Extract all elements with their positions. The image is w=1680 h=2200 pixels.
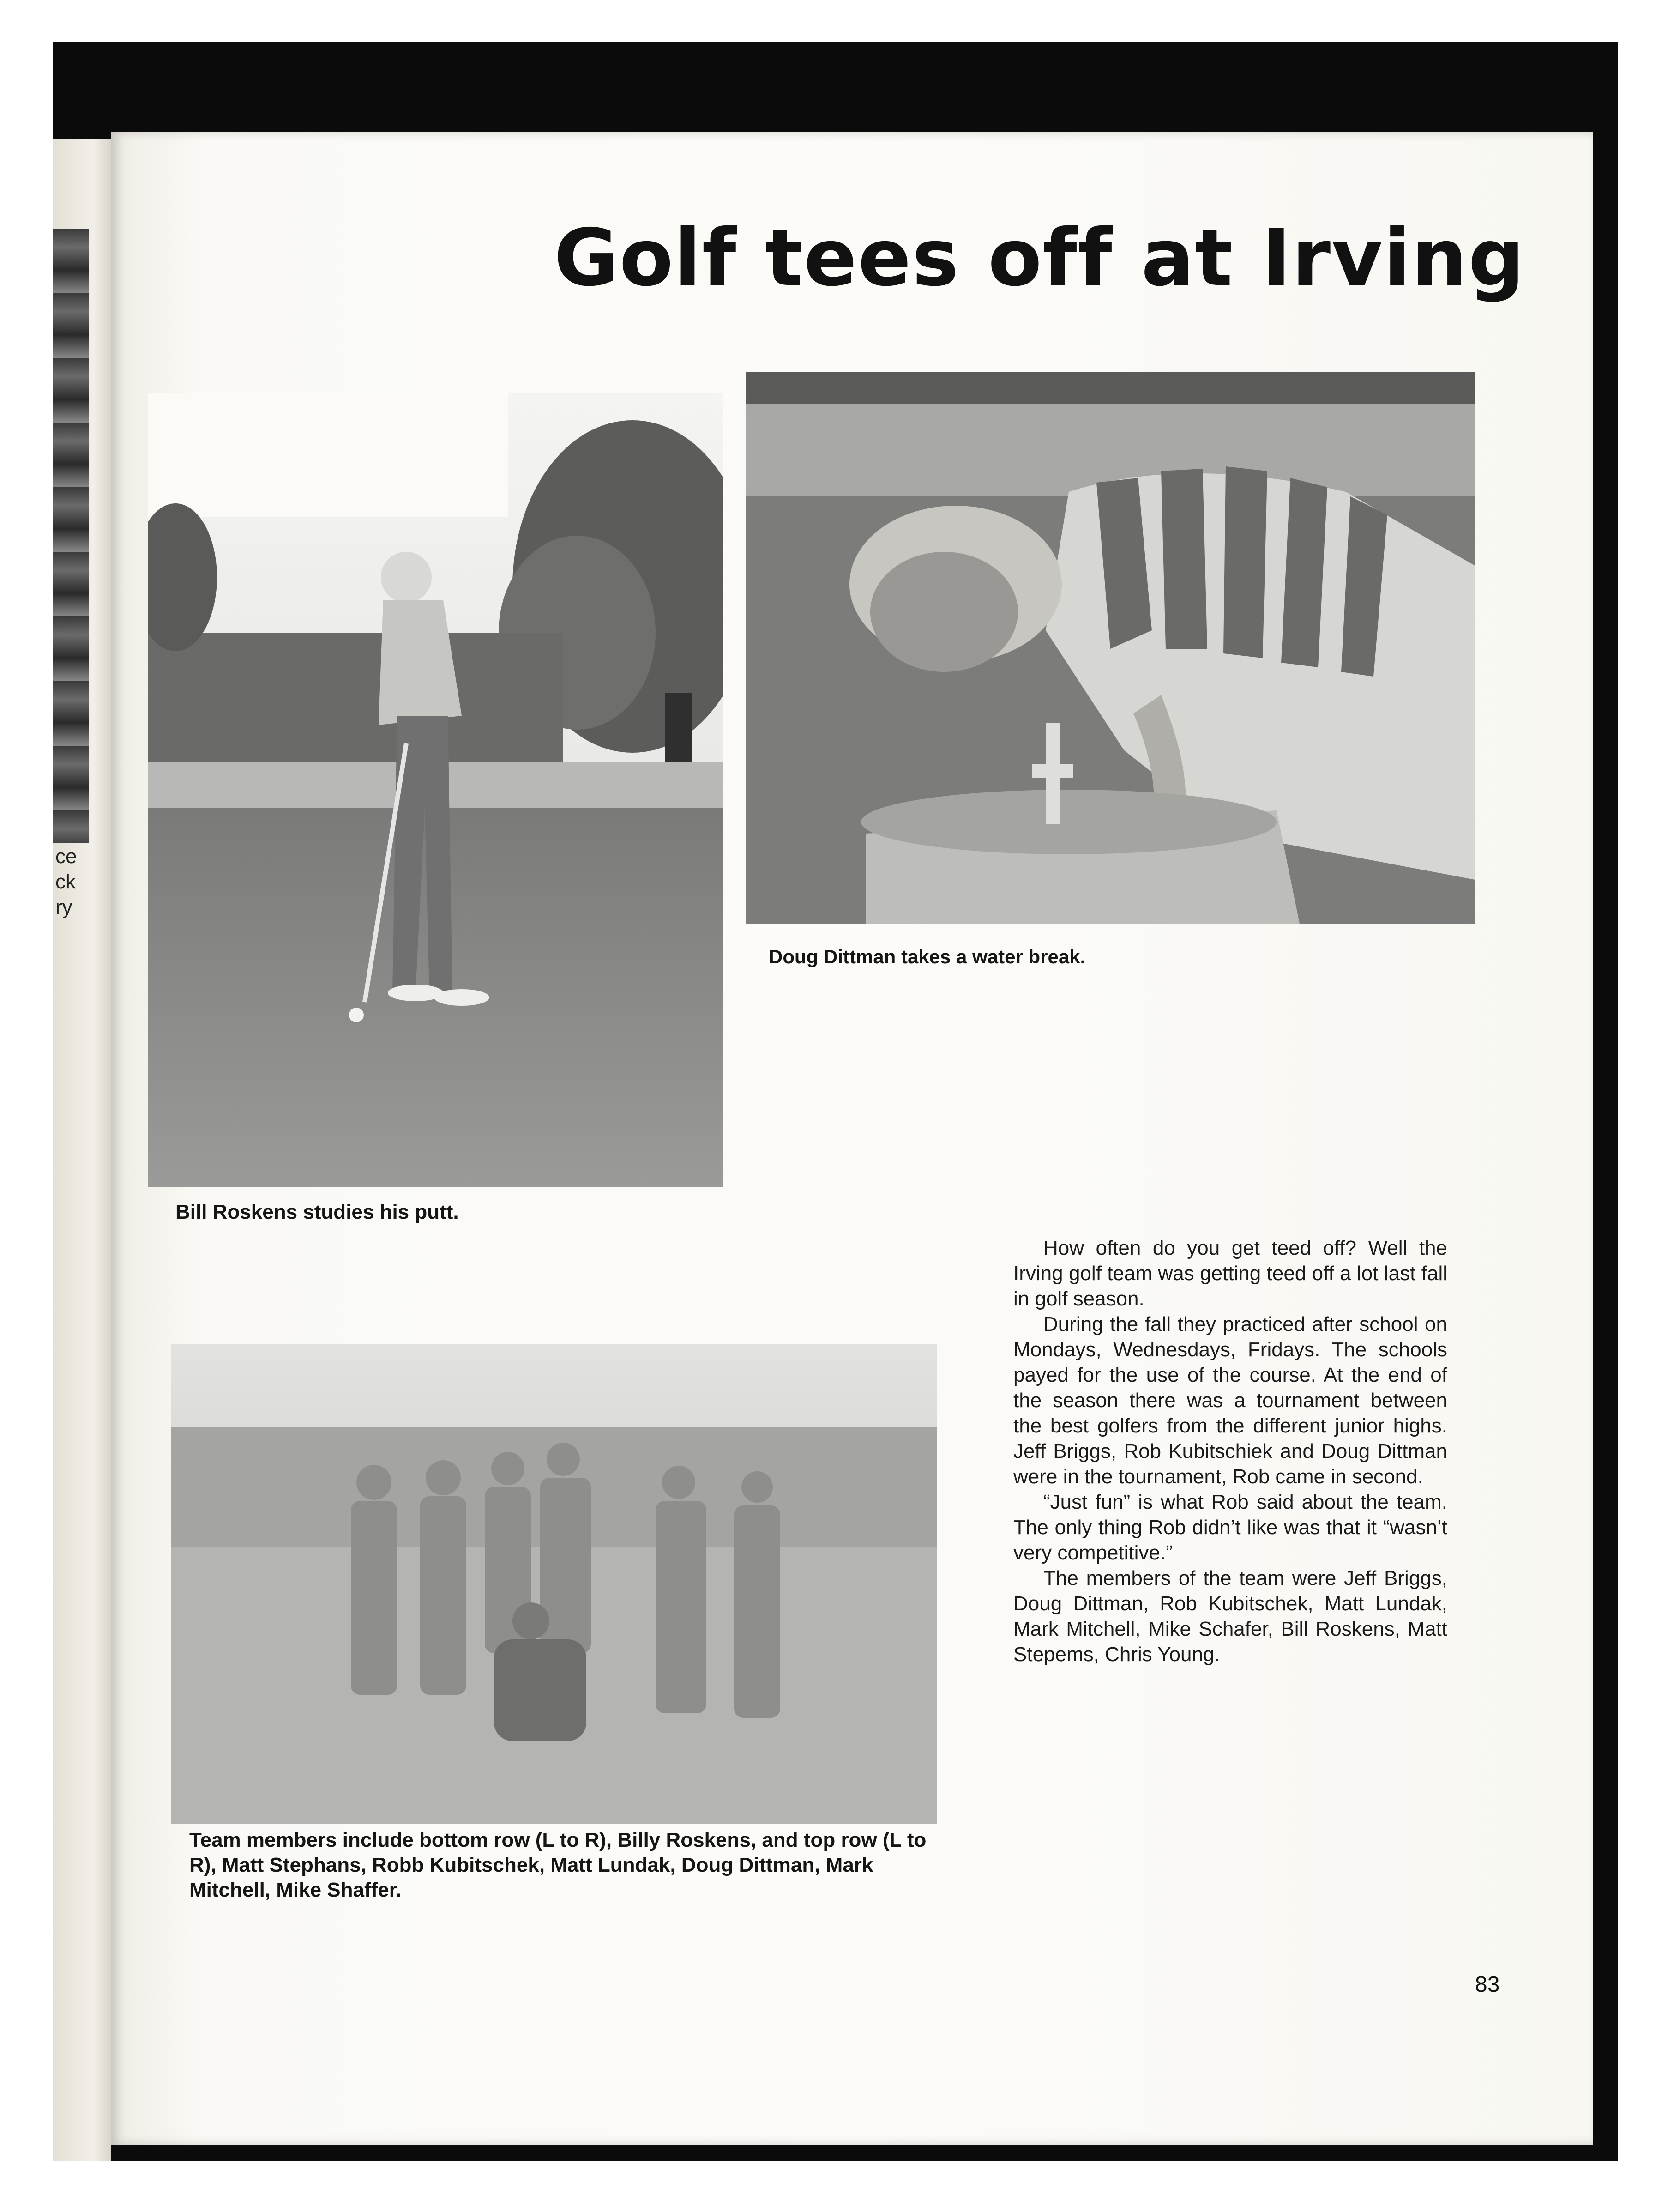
photo-water-break-illustration xyxy=(746,372,1475,924)
page-number: 83 xyxy=(1475,1972,1500,1997)
photo-team xyxy=(171,1344,937,1824)
caption-water-break: Doug Dittman takes a water break. xyxy=(769,946,1086,967)
page-title: Golf tees off at Irving xyxy=(554,212,1525,304)
facing-page-text-fragment: ck xyxy=(55,870,76,893)
photo-water-break xyxy=(746,372,1475,924)
article-paragraph: How often do you get teed off? Well the Irving golf team was getting teed off a lot last fall in golf season. xyxy=(1013,1237,1447,1310)
facing-page-photo-fragment xyxy=(53,229,89,843)
article-paragraph: The members of the team were Jeff Briggs, Doug Dittman, Rob Kubitschek, Matt Lundak, Mark Mitchell, Mike Schafer, Bill Roskens, Matt Stepems, Chris Young. xyxy=(1013,1567,1447,1666)
caption-putt: Bill Roskens studies his putt. xyxy=(175,1201,459,1223)
photo-putt xyxy=(148,393,723,1187)
caption-team: Team members include bottom row (L to R), Billy Roskens, and top row (L to R), Matt Stephans, Robb Kubitschek, Matt Lundak, Doug Dittman, Mark Mitchell, Mike Shaffer. xyxy=(189,1829,927,1901)
photo-team-illustration xyxy=(171,1344,937,1824)
article-paragraph: “Just fun” is what Rob said about the team. The only thing Rob didn’t like was that it “wasn’t very competitive.” xyxy=(1013,1491,1447,1564)
facing-page-text-fragment: ry xyxy=(55,896,72,919)
facing-page-text-fragment: ce xyxy=(55,845,77,868)
photo-putt-illustration xyxy=(148,393,723,1187)
article-body xyxy=(1013,1235,1447,1667)
article-paragraph: During the fall they practiced after school on Mondays, Wednesdays, Fridays. The schools payed for the use of the course. At the end of the season there was a tournament between the best golfers from the different junior highs. Jeff Briggs, Rob Kubitschiek and Doug Dittman were in the tournament, Rob came in second. xyxy=(1013,1313,1447,1488)
